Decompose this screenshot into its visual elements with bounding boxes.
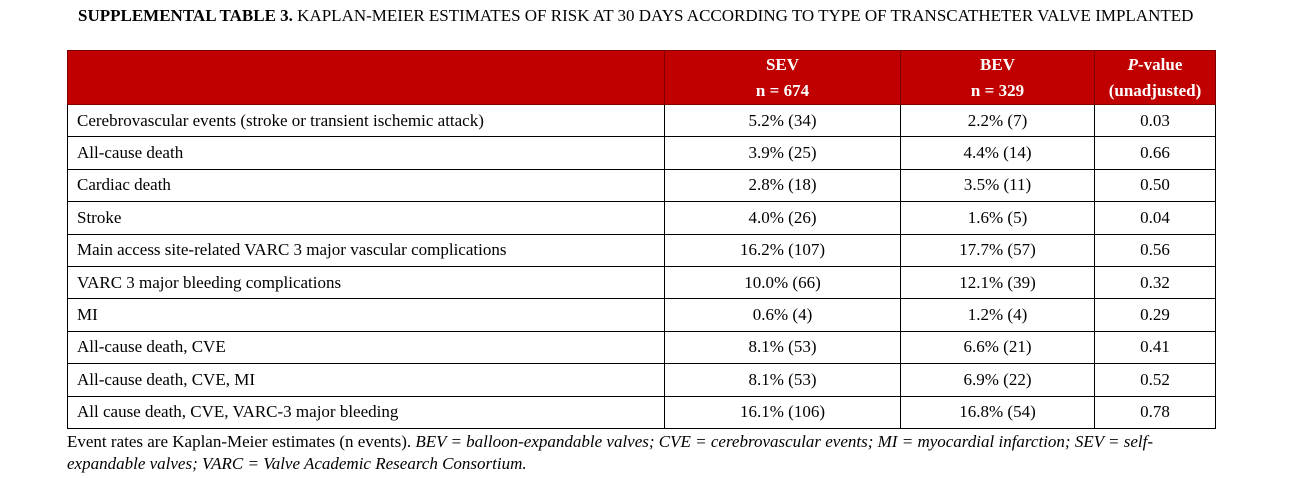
results-table xyxy=(67,50,1216,429)
header-pvalue-title xyxy=(1095,52,1215,78)
sev-value: 0.6% (4) xyxy=(665,299,901,331)
row-label: All-cause death xyxy=(68,137,665,169)
table-row xyxy=(68,137,1216,169)
p-value: 0.41 xyxy=(1095,331,1216,363)
bev-value: 1.2% (4) xyxy=(901,299,1095,331)
sev-value: 2.8% (18) xyxy=(665,169,901,201)
table-row xyxy=(68,396,1216,428)
header-blank xyxy=(68,51,665,105)
bev-value: 17.7% (57) xyxy=(901,234,1095,266)
p-value: 0.03 xyxy=(1095,105,1216,137)
bev-value: 6.9% (22) xyxy=(901,364,1095,396)
bev-value: 2.2% (7) xyxy=(901,105,1095,137)
table-caption xyxy=(78,6,1206,26)
caption-text: KAPLAN-MEIER ESTIMATES OF RISK AT 30 DAYS ACCORDING TO TYPE OF TRANSCATHETER VALVE IMPLANTED xyxy=(292,6,1194,25)
footnote-plain: Event rates are Kaplan-Meier estimates (n events). xyxy=(67,432,416,451)
header-sev-name: SEV xyxy=(765,55,800,74)
sev-value: 16.1% (106) xyxy=(665,396,901,428)
table-footnote xyxy=(67,431,1217,475)
row-label: VARC 3 major bleeding complications xyxy=(68,266,665,298)
sev-value: 16.2% (107) xyxy=(665,234,901,266)
row-label: Cerebrovascular events (stroke or transient ischemic attack) xyxy=(68,105,665,137)
p-value: 0.56 xyxy=(1095,234,1216,266)
p-value: 0.78 xyxy=(1095,396,1216,428)
row-label: Main access site-related VARC 3 major vascular complications xyxy=(68,234,665,266)
sev-value: 5.2% (34) xyxy=(665,105,901,137)
sev-value: 10.0% (66) xyxy=(665,266,901,298)
sev-value: 8.1% (53) xyxy=(665,364,901,396)
footnote-abbreviations: BEV = balloon-expandable valves; CVE = cerebrovascular events; MI = myocardial infarction; SEV = self-expandable valves; VARC = Valve Academic Research Consortium. xyxy=(67,432,1154,473)
sev-value: 4.0% (26) xyxy=(665,202,901,234)
table-row xyxy=(68,364,1216,396)
bev-value: 12.1% (39) xyxy=(901,266,1095,298)
header-row xyxy=(68,51,1216,105)
p-value: 0.29 xyxy=(1095,299,1216,331)
bev-value: 3.5% (11) xyxy=(901,169,1095,201)
table-row xyxy=(68,299,1216,331)
row-label: Stroke xyxy=(68,202,665,234)
table-row xyxy=(68,266,1216,298)
bev-value: 1.6% (5) xyxy=(901,202,1095,234)
header-bev-n: n = 329 xyxy=(970,81,1025,100)
p-value: 0.50 xyxy=(1095,169,1216,201)
bev-value: 16.8% (54) xyxy=(901,396,1095,428)
row-label: MI xyxy=(68,299,665,331)
caption-lead: SUPPLEMENTAL TABLE 3. xyxy=(78,6,293,25)
header-bev xyxy=(901,51,1095,105)
p-value: 0.32 xyxy=(1095,266,1216,298)
row-label: All-cause death, CVE, MI xyxy=(68,364,665,396)
table-row xyxy=(68,105,1216,137)
header-pvalue-note: (unadjusted) xyxy=(1108,81,1202,100)
table-row xyxy=(68,202,1216,234)
p-value: 0.66 xyxy=(1095,137,1216,169)
header-pvalue xyxy=(1095,51,1216,105)
header-bev-name: BEV xyxy=(980,55,1015,74)
p-value: 0.04 xyxy=(1095,202,1216,234)
bev-value: 4.4% (14) xyxy=(901,137,1095,169)
row-label: Cardiac death xyxy=(68,169,665,201)
bev-value: 6.6% (21) xyxy=(901,331,1095,363)
table-row xyxy=(68,169,1216,201)
row-label: All-cause death, CVE xyxy=(68,331,665,363)
table-row xyxy=(68,234,1216,266)
header-pvalue-p: P xyxy=(1127,55,1138,74)
header-sev xyxy=(665,51,901,105)
sev-value: 3.9% (25) xyxy=(665,137,901,169)
sev-value: 8.1% (53) xyxy=(665,331,901,363)
p-value: 0.52 xyxy=(1095,364,1216,396)
row-label: All cause death, CVE, VARC-3 major bleeding xyxy=(68,396,665,428)
header-pvalue-suffix: -value xyxy=(1138,55,1183,74)
header-sev-n: n = 674 xyxy=(755,81,810,100)
table-row xyxy=(68,331,1216,363)
